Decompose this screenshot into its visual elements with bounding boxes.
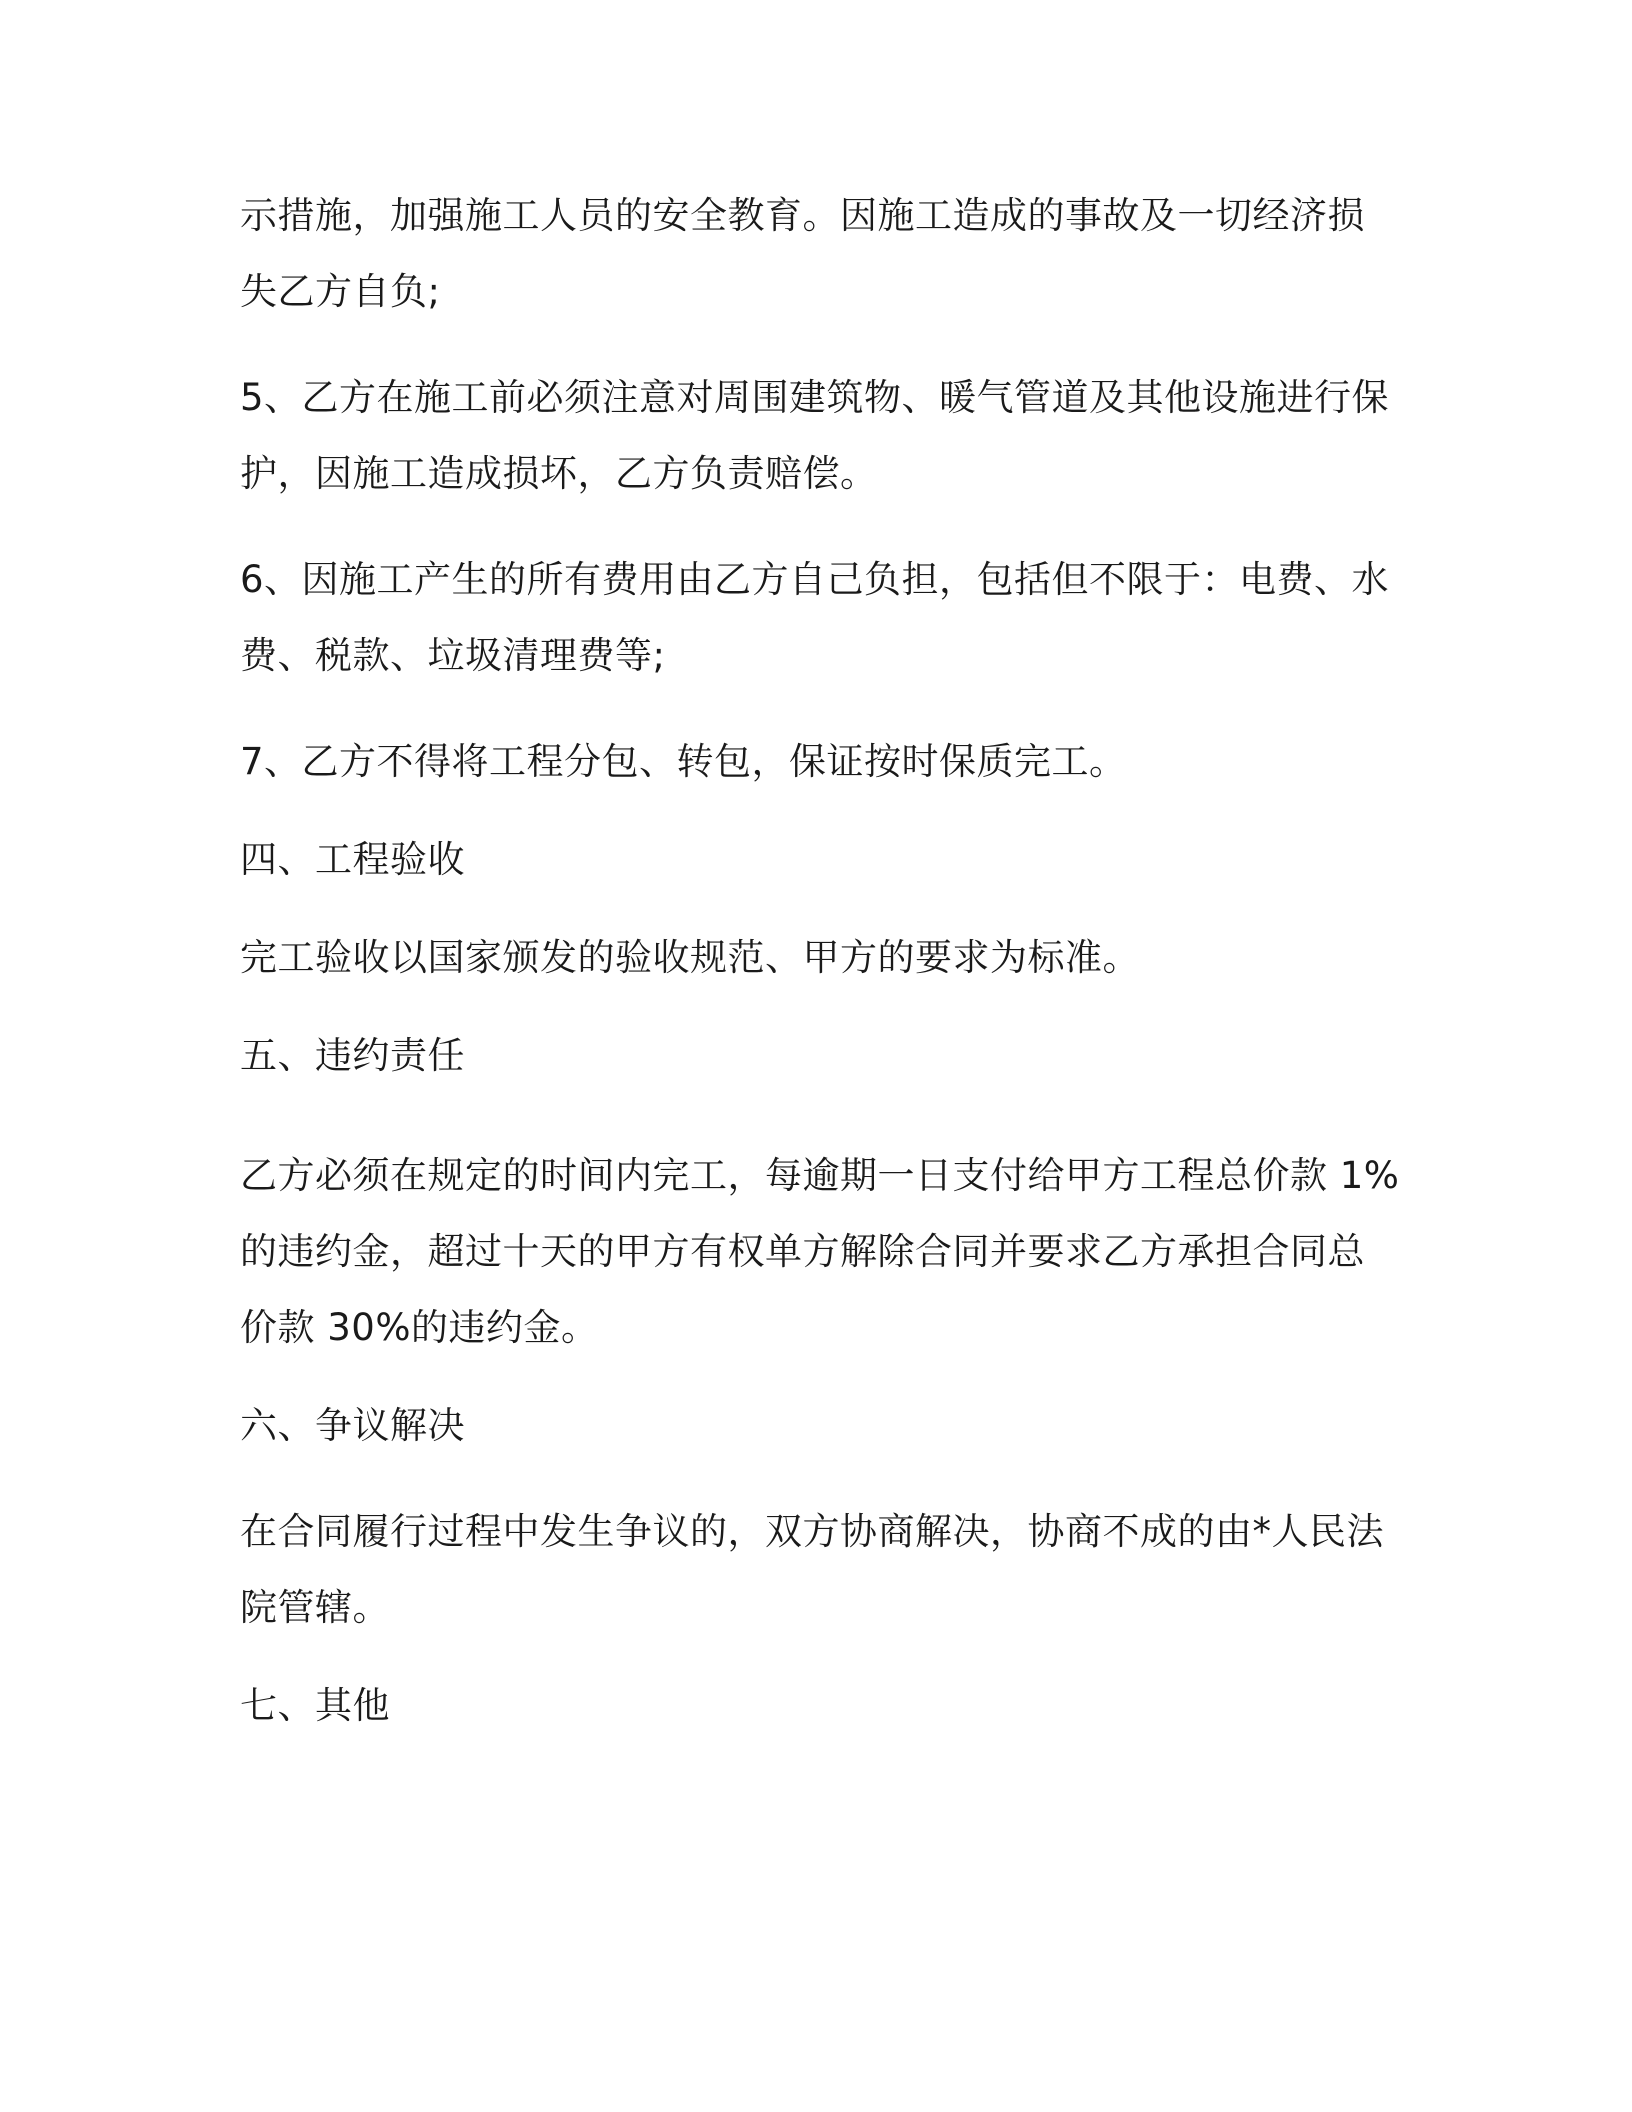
clause-5-line: 护，因施工造成损坏，乙方负责赔偿。 [240, 452, 878, 495]
section-heading-other: 七、其他 [240, 1684, 390, 1727]
section-heading-liability: 五、违约责任 [240, 1034, 465, 1077]
paragraph-line: 失乙方自负; [240, 270, 441, 313]
acceptance-paragraph: 完工验收以国家颁发的验收规范、甲方的要求为标准。 [240, 936, 1140, 979]
dispute-paragraph-line: 在合同履行过程中发生争议的，双方协商解决，协商不成的由*人民法 [240, 1510, 1384, 1553]
dispute-paragraph-line: 院管辖。 [240, 1586, 390, 1629]
section-heading-dispute: 六、争议解决 [240, 1404, 465, 1447]
clause-6-line: 6、因施工产生的所有费用由乙方自己负担，包括但不限于：电费、水 [240, 558, 1390, 601]
liability-paragraph-line: 乙方必须在规定的时间内完工，每逾期一日支付给甲方工程总价款 1% [240, 1154, 1400, 1197]
clause-7-line: 7、乙方不得将工程分包、转包，保证按时保质完工。 [240, 740, 1127, 783]
clause-6-line: 费、税款、垃圾清理费等; [240, 634, 666, 677]
liability-paragraph-line: 价款 30%的违约金。 [240, 1306, 599, 1349]
paragraph-line: 示措施，加强施工人员的安全教育。因施工造成的事故及一切经济损 [240, 194, 1365, 237]
clause-5-line: 5、乙方在施工前必须注意对周围建筑物、暖气管道及其他设施进行保 [240, 376, 1390, 419]
liability-paragraph-line: 的违约金，超过十天的甲方有权单方解除合同并要求乙方承担合同总 [240, 1230, 1365, 1273]
section-heading-acceptance: 四、工程验收 [240, 838, 465, 881]
